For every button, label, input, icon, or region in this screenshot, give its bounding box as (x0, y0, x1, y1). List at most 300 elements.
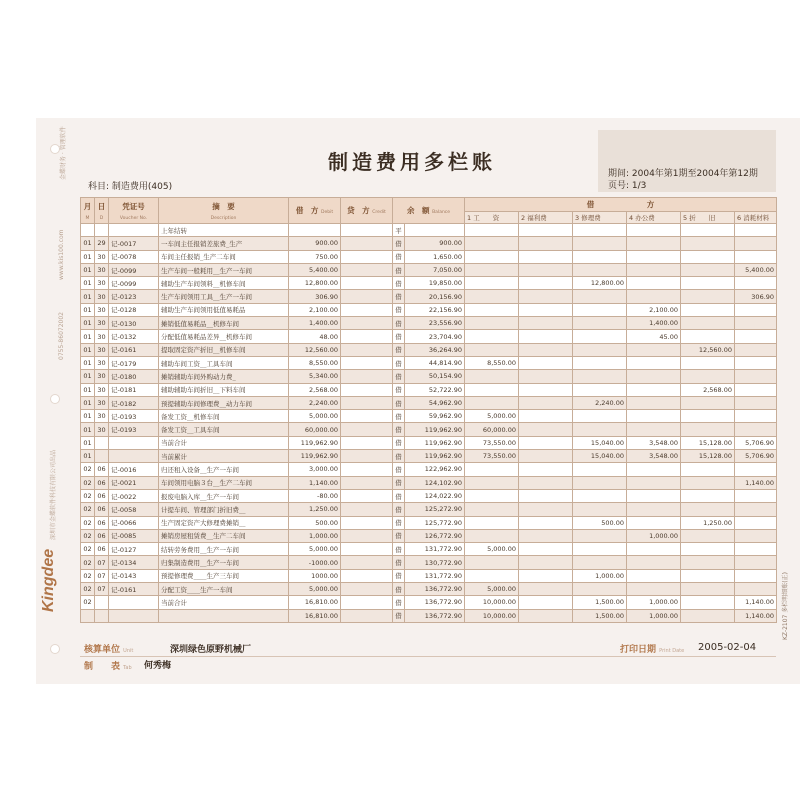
cell-direction: 借 (393, 263, 405, 276)
cell-description: 车间领用电脑３台__生产二车间 (159, 476, 289, 489)
cell-office (627, 516, 681, 529)
table-row (81, 277, 777, 290)
cell-materials (735, 463, 777, 476)
cell-debit: 900.00 (289, 237, 341, 250)
cell-depreciation (681, 317, 735, 330)
col-welfare: 2 福利费 (519, 212, 573, 224)
col-wages: 1 工 资 (465, 212, 519, 224)
cell-credit (341, 596, 393, 609)
cell-direction: 借 (393, 250, 405, 263)
cell-office (627, 463, 681, 476)
cell-month: 01 (81, 450, 95, 463)
cell-description: 预提修理费____生产三车间 (159, 569, 289, 582)
cell-voucher: 记-0180 (109, 370, 159, 383)
cell-credit (341, 330, 393, 343)
col-detail-group: 借 方 (465, 198, 777, 212)
cell-office (627, 489, 681, 502)
cell-credit (341, 476, 393, 489)
table-row (81, 543, 777, 556)
cell-description: 一车间主任报销差旅费_生产 (159, 237, 289, 250)
cell-welfare (519, 516, 573, 529)
cell-repair (573, 423, 627, 436)
cell-debit: 2,568.00 (289, 383, 341, 396)
table-row (81, 609, 777, 622)
cell-direction: 借 (393, 290, 405, 303)
cell-materials (735, 370, 777, 383)
cell-welfare (519, 410, 573, 423)
cell-depreciation: 15,128.00 (681, 436, 735, 449)
cell-debit: 306.90 (289, 290, 341, 303)
subject-line (88, 179, 172, 192)
page-title: 制造费用多栏账 (328, 150, 496, 174)
cell-wages (465, 396, 519, 409)
cell-debit: 1,400.00 (289, 317, 341, 330)
cell-wages: 5,000.00 (465, 583, 519, 596)
cell-day (95, 609, 109, 622)
cell-description: 备发工资__机修车间 (159, 410, 289, 423)
cell-day: 06 (95, 463, 109, 476)
cell-debit (289, 224, 341, 237)
cell-direction: 借 (393, 237, 405, 250)
cell-credit (341, 529, 393, 542)
col-debit: 借 方 Debit (289, 198, 341, 224)
table-row (81, 516, 777, 529)
cell-wages (465, 250, 519, 263)
cell-depreciation (681, 423, 735, 436)
cell-direction: 借 (393, 516, 405, 529)
cell-month: 02 (81, 489, 95, 502)
cell-debit: 5,000.00 (289, 543, 341, 556)
cell-debit: 1,140.00 (289, 476, 341, 489)
cell-repair (573, 317, 627, 330)
cell-description: 当前合计 (159, 436, 289, 449)
binding-hole (50, 394, 60, 404)
cell-month: 02 (81, 503, 95, 516)
cell-depreciation: 12,560.00 (681, 343, 735, 356)
cell-voucher (109, 436, 159, 449)
cell-month: 01 (81, 423, 95, 436)
cell-month: 01 (81, 303, 95, 316)
cell-credit (341, 450, 393, 463)
cell-direction: 借 (393, 330, 405, 343)
cell-wages (465, 383, 519, 396)
cell-depreciation (681, 237, 735, 250)
cell-voucher: 记-0130 (109, 317, 159, 330)
cell-voucher (109, 609, 159, 622)
table-row (81, 290, 777, 303)
cell-description: 辅助生产车间领用低值易耗品 (159, 303, 289, 316)
cell-balance: 1,650.00 (405, 250, 465, 263)
cell-month: 02 (81, 463, 95, 476)
cell-repair (573, 529, 627, 542)
cell-wages (465, 370, 519, 383)
col-repair: 3 修理费 (573, 212, 627, 224)
cell-balance: 126,772.90 (405, 529, 465, 542)
table-row (81, 343, 777, 356)
cell-voucher: 记-0193 (109, 423, 159, 436)
cell-voucher: 记-0132 (109, 330, 159, 343)
table-row (81, 303, 777, 316)
cell-wages (465, 476, 519, 489)
cell-depreciation (681, 543, 735, 556)
cell-direction: 借 (393, 463, 405, 476)
cell-day: 06 (95, 489, 109, 502)
cell-balance: 36,264.90 (405, 343, 465, 356)
table-row (81, 596, 777, 609)
cell-materials: 306.90 (735, 290, 777, 303)
cell-month: 01 (81, 356, 95, 369)
cell-repair (573, 370, 627, 383)
cell-month: 02 (81, 596, 95, 609)
cell-voucher: 记-0179 (109, 356, 159, 369)
cell-debit: 5,400.00 (289, 263, 341, 276)
cell-depreciation (681, 556, 735, 569)
table-row (81, 476, 777, 489)
cell-day: 06 (95, 529, 109, 542)
cell-balance: 119,962.90 (405, 436, 465, 449)
cell-month: 02 (81, 583, 95, 596)
cell-debit: 750.00 (289, 250, 341, 263)
cell-description: 当前合计 (159, 596, 289, 609)
cell-repair (573, 356, 627, 369)
cell-depreciation (681, 277, 735, 290)
table-row (81, 410, 777, 423)
cell-day: 30 (95, 303, 109, 316)
cell-balance: 136,772.90 (405, 596, 465, 609)
cell-repair (573, 463, 627, 476)
cell-office (627, 224, 681, 237)
cell-balance: 23,704.90 (405, 330, 465, 343)
cell-office (627, 423, 681, 436)
cell-materials: 1,140.00 (735, 596, 777, 609)
cell-office: 1,000.00 (627, 529, 681, 542)
cell-office: 1,400.00 (627, 317, 681, 330)
cell-debit: 16,810.00 (289, 596, 341, 609)
cell-debit: 119,962.90 (289, 450, 341, 463)
cell-voucher: 记-0085 (109, 529, 159, 542)
cell-balance (405, 224, 465, 237)
cell-description: 车间主任报销_生产二车间 (159, 250, 289, 263)
cell-month (81, 609, 95, 622)
cell-office (627, 343, 681, 356)
table-row (81, 224, 777, 237)
cell-credit (341, 410, 393, 423)
cell-description: 辅助车间工资__工具车间 (159, 356, 289, 369)
cell-debit: 16,810.00 (289, 609, 341, 622)
cell-office (627, 543, 681, 556)
cell-repair (573, 476, 627, 489)
cell-materials (735, 356, 777, 369)
ledger-footer (80, 640, 776, 670)
cell-wages (465, 529, 519, 542)
table-row (81, 436, 777, 449)
cell-direction: 借 (393, 609, 405, 622)
cell-credit (341, 343, 393, 356)
cell-materials (735, 277, 777, 290)
cell-day: 30 (95, 330, 109, 343)
subject-value: 制造费用(405) (111, 182, 173, 192)
unit-label: 核算单位 Unit (84, 645, 134, 655)
col-balance: 余 额 Balance (393, 198, 465, 224)
cell-materials (735, 396, 777, 409)
cell-welfare (519, 609, 573, 622)
cell-depreciation (681, 596, 735, 609)
cell-voucher: 记-0182 (109, 396, 159, 409)
cell-repair (573, 263, 627, 276)
cell-materials (735, 543, 777, 556)
table-row (81, 383, 777, 396)
table-row (81, 263, 777, 276)
cell-direction: 借 (393, 383, 405, 396)
cell-depreciation (681, 463, 735, 476)
cell-office: 1,000.00 (627, 596, 681, 609)
cell-direction: 借 (393, 277, 405, 290)
cell-voucher: 记-0058 (109, 503, 159, 516)
cell-repair (573, 237, 627, 250)
cell-repair (573, 556, 627, 569)
cell-voucher: 记-0161 (109, 343, 159, 356)
cell-materials (735, 529, 777, 542)
cell-month: 01 (81, 277, 95, 290)
cell-debit: 5,340.00 (289, 370, 341, 383)
cell-month: 01 (81, 250, 95, 263)
cell-office: 2,100.00 (627, 303, 681, 316)
cell-direction: 借 (393, 583, 405, 596)
cell-description: 当前累计 (159, 450, 289, 463)
cell-wages (465, 489, 519, 502)
strip-text-website: www.kis100.com (58, 229, 65, 280)
table-row (81, 250, 777, 263)
cell-debit: 60,000.00 (289, 423, 341, 436)
cell-wages: 5,000.00 (465, 410, 519, 423)
unit-value: 深圳绿色原野机械厂 (170, 645, 252, 655)
cell-debit: 119,962.90 (289, 436, 341, 449)
cell-depreciation (681, 330, 735, 343)
cell-description: 计提车间、管理部门折旧费__ (159, 503, 289, 516)
maker-value: 何秀梅 (144, 661, 172, 671)
table-row (81, 569, 777, 582)
cell-welfare (519, 489, 573, 502)
cell-welfare (519, 543, 573, 556)
cell-repair: 1,500.00 (573, 609, 627, 622)
cell-credit (341, 569, 393, 582)
cell-month: 01 (81, 330, 95, 343)
cell-wages (465, 263, 519, 276)
cell-debit: 3,000.00 (289, 463, 341, 476)
cell-day: 30 (95, 356, 109, 369)
cell-repair (573, 383, 627, 396)
cell-repair (573, 543, 627, 556)
cell-balance: 23,556.90 (405, 317, 465, 330)
cell-repair: 15,040.00 (573, 450, 627, 463)
cell-direction: 借 (393, 410, 405, 423)
cell-balance: 59,962.90 (405, 410, 465, 423)
cell-month: 02 (81, 556, 95, 569)
cell-depreciation (681, 290, 735, 303)
cell-debit: 5,000.00 (289, 583, 341, 596)
cell-balance: 124,022.90 (405, 489, 465, 502)
cell-welfare (519, 356, 573, 369)
cell-debit: -80.00 (289, 489, 341, 502)
cell-office: 3,548.00 (627, 436, 681, 449)
cell-welfare (519, 370, 573, 383)
cell-description: 分配工资____生产一车间 (159, 583, 289, 596)
cell-wages: 5,000.00 (465, 543, 519, 556)
cell-materials (735, 423, 777, 436)
cell-office (627, 583, 681, 596)
cell-direction: 借 (393, 450, 405, 463)
cell-direction: 借 (393, 543, 405, 556)
cell-office (627, 383, 681, 396)
cell-welfare (519, 463, 573, 476)
period-range: 期间: 2004年第1期至2004年第12期 (608, 169, 758, 179)
cell-debit: 2,100.00 (289, 303, 341, 316)
cell-office: 3,548.00 (627, 450, 681, 463)
cell-description: 报废电脑入库__生产一车间 (159, 489, 289, 502)
cell-depreciation (681, 529, 735, 542)
cell-wages (465, 303, 519, 316)
cell-repair: 1,500.00 (573, 596, 627, 609)
cell-month: 02 (81, 529, 95, 542)
cell-balance: 52,722.90 (405, 383, 465, 396)
cell-balance: 50,154.90 (405, 370, 465, 383)
cell-day: 30 (95, 290, 109, 303)
cell-office (627, 370, 681, 383)
cell-credit (341, 263, 393, 276)
cell-wages (465, 330, 519, 343)
cell-day: 06 (95, 503, 109, 516)
cell-wages: 8,550.00 (465, 356, 519, 369)
cell-direction: 借 (393, 396, 405, 409)
cell-direction: 借 (393, 317, 405, 330)
cell-materials: 5,400.00 (735, 263, 777, 276)
cell-repair (573, 503, 627, 516)
cell-description: 预提辅助车间修理费__动力车间 (159, 396, 289, 409)
cell-materials (735, 410, 777, 423)
cell-credit (341, 356, 393, 369)
ledger-table (80, 197, 777, 623)
cell-welfare (519, 423, 573, 436)
table-row (81, 237, 777, 250)
cell-voucher: 记-0016 (109, 463, 159, 476)
cell-welfare (519, 503, 573, 516)
cell-description: 归集制造费用__生产一车间 (159, 556, 289, 569)
cell-balance: 54,962.90 (405, 396, 465, 409)
cell-balance: 900.00 (405, 237, 465, 250)
cell-materials: 5,706.90 (735, 450, 777, 463)
table-row (81, 489, 777, 502)
cell-direction: 借 (393, 436, 405, 449)
cell-voucher (109, 224, 159, 237)
cell-balance: 130,772.90 (405, 556, 465, 569)
cell-repair: 15,040.00 (573, 436, 627, 449)
cell-direction: 借 (393, 569, 405, 582)
cell-materials (735, 330, 777, 343)
cell-credit (341, 436, 393, 449)
cell-welfare (519, 396, 573, 409)
cell-credit (341, 503, 393, 516)
cell-voucher: 记-0128 (109, 303, 159, 316)
cell-direction: 借 (393, 343, 405, 356)
cell-month: 01 (81, 237, 95, 250)
cell-balance: 22,156.90 (405, 303, 465, 316)
cell-wages: 10,000.00 (465, 609, 519, 622)
cell-debit: 1000.00 (289, 569, 341, 582)
cell-month: 02 (81, 476, 95, 489)
cell-balance: 125,272.90 (405, 503, 465, 516)
cell-voucher: 记-0161 (109, 583, 159, 596)
cell-welfare (519, 277, 573, 290)
cell-wages: 73,550.00 (465, 436, 519, 449)
cell-voucher: 记-0017 (109, 237, 159, 250)
cell-day: 30 (95, 343, 109, 356)
cell-day: 07 (95, 583, 109, 596)
cell-day (95, 596, 109, 609)
cell-wages (465, 556, 519, 569)
cell-wages: 10,000.00 (465, 596, 519, 609)
col-depreciation: 5 折 旧 (681, 212, 735, 224)
cell-depreciation: 1,250.00 (681, 516, 735, 529)
table-row (81, 556, 777, 569)
cell-wages (465, 277, 519, 290)
cell-repair (573, 224, 627, 237)
cell-welfare (519, 343, 573, 356)
cell-welfare (519, 596, 573, 609)
print-date-label: 打印日期 Print Date (620, 645, 685, 655)
cell-office (627, 290, 681, 303)
cell-credit (341, 277, 393, 290)
cell-depreciation (681, 476, 735, 489)
cell-description: 生产车间领用工具__生产一车间 (159, 290, 289, 303)
cell-repair (573, 330, 627, 343)
cell-depreciation (681, 609, 735, 622)
cell-wages (465, 237, 519, 250)
cell-balance: 119,962.90 (405, 423, 465, 436)
cell-welfare (519, 569, 573, 582)
cell-welfare (519, 583, 573, 596)
cell-description: 提取固定资产折旧__机修车间 (159, 343, 289, 356)
cell-voucher: 记-0099 (109, 277, 159, 290)
cell-materials (735, 516, 777, 529)
col-month: 月 M (81, 198, 95, 224)
cell-wages (465, 569, 519, 582)
cell-materials (735, 317, 777, 330)
cell-balance: 131,772.90 (405, 569, 465, 582)
cell-wages (465, 224, 519, 237)
cell-direction: 借 (393, 476, 405, 489)
cell-depreciation (681, 583, 735, 596)
cell-month: 02 (81, 569, 95, 582)
cell-office (627, 503, 681, 516)
cell-depreciation (681, 356, 735, 369)
cell-month: 01 (81, 396, 95, 409)
cell-day: 30 (95, 250, 109, 263)
cell-repair (573, 343, 627, 356)
cell-welfare (519, 556, 573, 569)
cell-day (95, 224, 109, 237)
binding-hole (50, 644, 60, 654)
cell-month: 01 (81, 436, 95, 449)
cell-month: 01 (81, 263, 95, 276)
cell-materials (735, 237, 777, 250)
cell-welfare (519, 237, 573, 250)
cell-credit (341, 290, 393, 303)
cell-depreciation (681, 503, 735, 516)
col-voucher: 凭证号 Voucher No. (109, 198, 159, 224)
cell-direction: 平 (393, 224, 405, 237)
ledger-body (81, 224, 777, 623)
table-row (81, 396, 777, 409)
